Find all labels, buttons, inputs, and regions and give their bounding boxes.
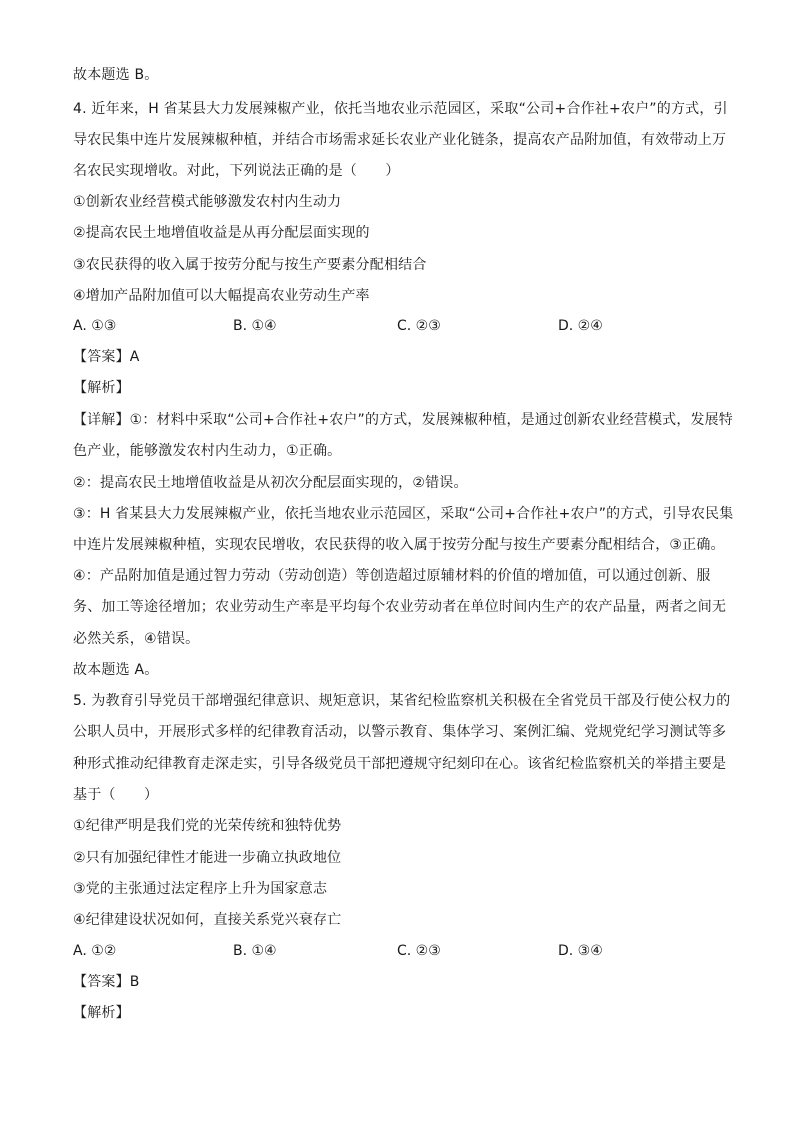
- q4-stem-line-1: 4. 近年来，H 省某县大力发展辣椒产业，依托当地农业示范园区，采取“公司+合作社+农户”的方式，引: [73, 101, 728, 117]
- q5-stem-line-2: 公职人员中，开展形式多样的纪律教育活动，以警示教育、集体学习、案例汇编、党规党纪学习测试等多: [73, 724, 727, 740]
- q4-answer: 【答案】A: [73, 349, 140, 365]
- q5-answer: 【答案】B: [73, 974, 140, 990]
- q5-options: [73, 941, 733, 961]
- q5-option-b: B. ①④: [233, 943, 277, 959]
- q4-option-d: D. ②④: [558, 318, 603, 334]
- q5-analysis-label: 【解析】: [73, 1005, 130, 1021]
- q5-statement-3: ③党的主张通过法定程序上升为国家意志: [73, 881, 328, 897]
- q4-stem-line-3: 名农民实现增收。对此，下列说法正确的是（ ）: [73, 163, 400, 179]
- q4-options: [73, 316, 733, 336]
- q4-conclusion: 故本题选 A。: [73, 662, 159, 678]
- q4-statement-1: ①创新农业经营模式能够激发农村内生动力: [73, 194, 342, 210]
- q4-detail-line-7: 务、加工等途径增加；农业劳动生产率是平均每个农业劳动者在单位时间内生产的农产品量，两者之间无: [73, 599, 727, 615]
- q4-statement-2: ②提高农民土地增值收益是从再分配层面实现的: [73, 225, 370, 241]
- q4-detail-line-5: 中连片发展辣椒种植，实现农民增收，农民获得的收入属于按劳分配与按生产要素分配相结合，③正确。: [73, 537, 725, 553]
- q4-detail-line-4: ③：H 省某县大力发展辣椒产业，依托当地农业示范园区，采取“公司+合作社+农户”的方式，引导农民集: [73, 506, 734, 522]
- q5-statement-2: ②只有加强纪律性才能进一步确立执政地位: [73, 850, 342, 866]
- q5-statement-4: ④纪律建设状况如何，直接关系党兴衰存亡: [73, 912, 342, 928]
- q3-conclusion: 故本题选 B。: [73, 67, 159, 83]
- q4-detail-line-2: 色产业，能够激发农村内生动力，①正确。: [73, 443, 342, 459]
- q5-stem-line-1: 5. 为教育引导党员干部增强纪律意识、规矩意识，某省纪检监察机关积极在全省党员干部及行使公权力的: [73, 693, 731, 709]
- q4-detail-line-1: 【详解】①：材料中采取“公司+合作社+农户”的方式，发展辣椒种植，是通过创新农业经营模式，发展特: [73, 412, 733, 428]
- q4-option-a: A. ①③: [73, 318, 117, 334]
- q5-stem-line-3: 种形式推动纪律教育走深走实，引导各级党员干部把遵规守纪刻印在心。该省纪检监察机关的举措主要是: [73, 756, 727, 772]
- q4-detail-line-8: 必然关系，④错误。: [73, 631, 200, 647]
- q5-option-d: D. ③④: [558, 943, 603, 959]
- q4-statement-4: ④增加产品附加值可以大幅提高农业劳动生产率: [73, 288, 370, 304]
- q5-statement-1: ①纪律严明是我们党的光荣传统和独特优势: [73, 818, 342, 834]
- q5-option-a: A. ①②: [73, 943, 117, 959]
- q4-option-b: B. ①④: [233, 318, 277, 334]
- q4-detail-line-6: ④：产品附加值是通过智力劳动（劳动创造）等创造超过原辅材料的价值的增加值，可以通过创新、服: [73, 568, 711, 584]
- q5-stem-line-4: 基于（ ）: [73, 787, 159, 803]
- q4-statement-3: ③农民获得的收入属于按劳分配与按生产要素分配相结合: [73, 257, 427, 273]
- q4-option-c: C. ②③: [397, 318, 441, 334]
- q4-detail-line-3: ②：提高农民土地增值收益是从初次分配层面实现的，②错误。: [73, 475, 468, 491]
- q4-stem-line-2: 导农民集中连片发展辣椒种植，并结合市场需求延长农业产业化链条，提高农产品附加值，有效带动上万: [73, 132, 727, 148]
- q5-option-c: C. ②③: [397, 943, 441, 959]
- q4-analysis-label: 【解析】: [73, 380, 130, 396]
